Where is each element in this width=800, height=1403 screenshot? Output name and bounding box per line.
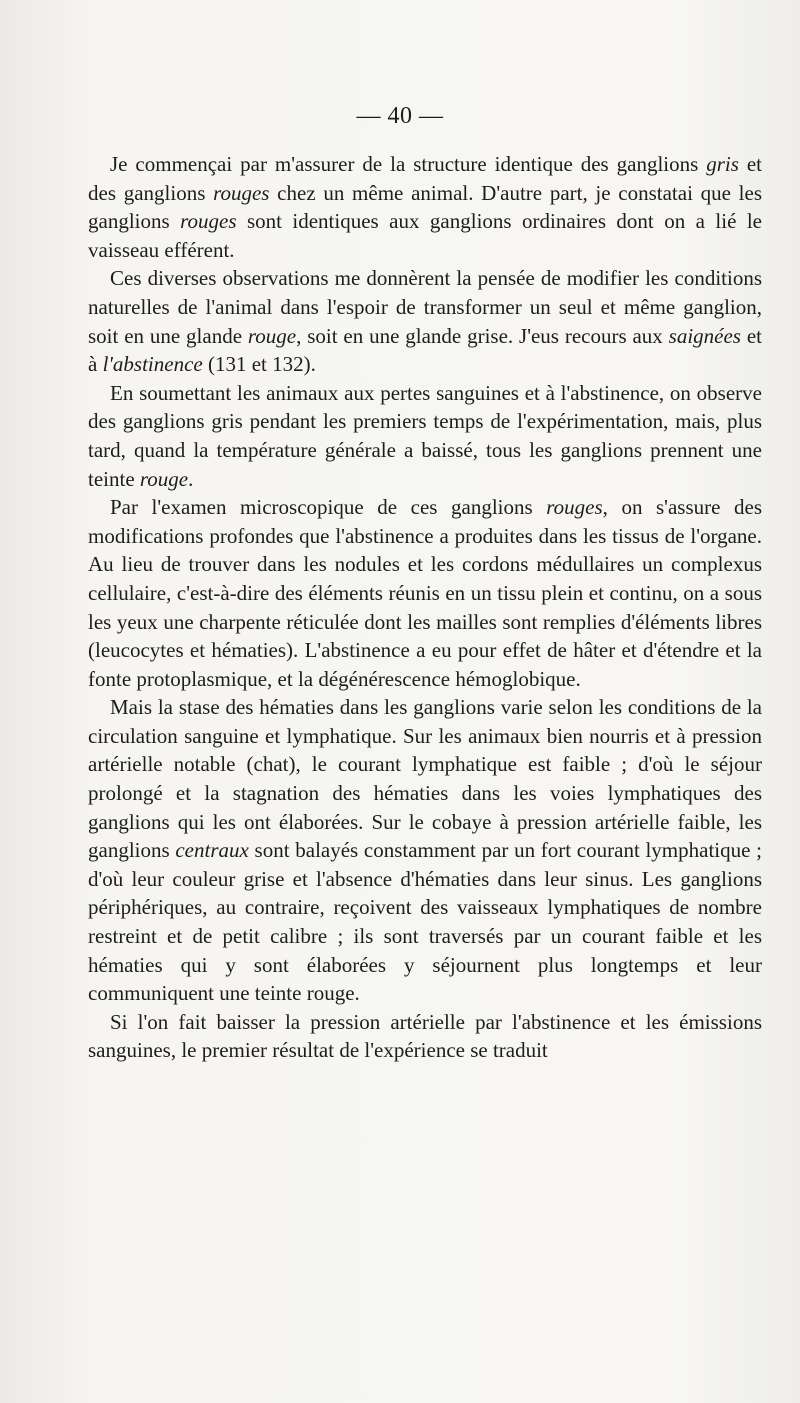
text-run: Mais la stase des hématies dans les ganglions varie selon les conditions de la circulation sanguine et lymphatique. Sur les animaux bien nourris et à pression artérielle notable (chat), le courant lymphatique est faible ; d'où le séjour prolongé et la stagnation des hématies dans les voies lymphatiques des ganglions qui les ont élaborées. Sur le cobaye à pression artérielle faible, les ganglions bbox=[88, 695, 762, 863]
italic-term: rouge bbox=[139, 466, 189, 491]
text-run: Je commençai par m'assurer de la structure identique des ganglions bbox=[110, 152, 707, 176]
italic-term: rouges bbox=[546, 495, 603, 520]
text-run: En soumettant les animaux aux pertes sanguines et à l'abstinence, on observe des ganglions gris pendant les premiers temps de l'expérimentation, mais, plus tard, quand la température générale a baissé, tous les ganglions prennent une teinte bbox=[88, 380, 762, 491]
text-run: . bbox=[188, 466, 194, 491]
paragraph bbox=[88, 693, 762, 1008]
body-text bbox=[88, 150, 762, 1065]
text-run: et des ganglions bbox=[88, 152, 763, 205]
text-run: Par l'examen microscopique de ces ganglions bbox=[110, 495, 547, 520]
text-run: , on s'assure des modifications profondes que l'abstinence a produites dans les tissus de l'organe. Au lieu de trouver dans les nodules et les cordons médullaires un complexus cellulaire, c'est-à-dire des éléments réunis en un tissu plein et continu, on a sous les yeux une charpente réticulée dont les mailles sont remplies d'éléments libres (leucocytes et hématies). L'abstinence a eu pour effet de hâter et d'étendre et la fonte protoplasmique, et la dégénérescence hémoglobique. bbox=[88, 495, 762, 691]
paragraph bbox=[88, 1008, 762, 1065]
paragraph bbox=[88, 150, 762, 264]
text-run: Si l'on fait baisser la pression artérielle par l'abstinence et les émissions sanguines, le premier résultat de l'expérience se traduit bbox=[88, 1009, 762, 1063]
text-run: sont identiques aux ganglions ordinaires dont on a lié le vaisseau efférent. bbox=[88, 209, 762, 262]
text-run: Ces diverses observations me donnèrent la pensée de modifier les conditions naturelles de l'animal dans l'espoir de transformer un seul et même ganglion, soit en une glande bbox=[88, 266, 762, 348]
italic-term: rouge bbox=[247, 323, 297, 348]
italic-term: centraux bbox=[175, 838, 249, 863]
paragraph bbox=[88, 264, 762, 378]
page-number: — 40 — bbox=[356, 103, 444, 129]
text-run: et à bbox=[88, 323, 762, 377]
paragraph bbox=[88, 379, 762, 493]
italic-term: rouges bbox=[180, 209, 237, 234]
italic-term: rouges bbox=[213, 180, 270, 205]
paragraph bbox=[88, 493, 762, 693]
text-run: (131 et 132). bbox=[202, 352, 316, 377]
text-run: chez un même animal. D'autre part, je constatai que les ganglions bbox=[88, 180, 762, 234]
italic-term: saignées bbox=[668, 323, 741, 348]
italic-term: gris bbox=[706, 152, 739, 176]
italic-term: l'abstinence bbox=[102, 352, 203, 377]
text-run: , soit en une glande grise. J'eus recours aux bbox=[296, 323, 669, 348]
text-run: sont balayés constamment par un fort courant lymphatique ; d'où leur couleur grise et l'absence d'hématies dans leur sinus. Les ganglions périphériques, au contraire, reçoivent des vaisseaux lymphatiques de nombre restreint et de petit calibre ; ils sont traversés par un courant faible et les hématies qui y sont élaborées y séjournent plus longtemps et leur communiquent une teinte rouge. bbox=[88, 838, 762, 1006]
